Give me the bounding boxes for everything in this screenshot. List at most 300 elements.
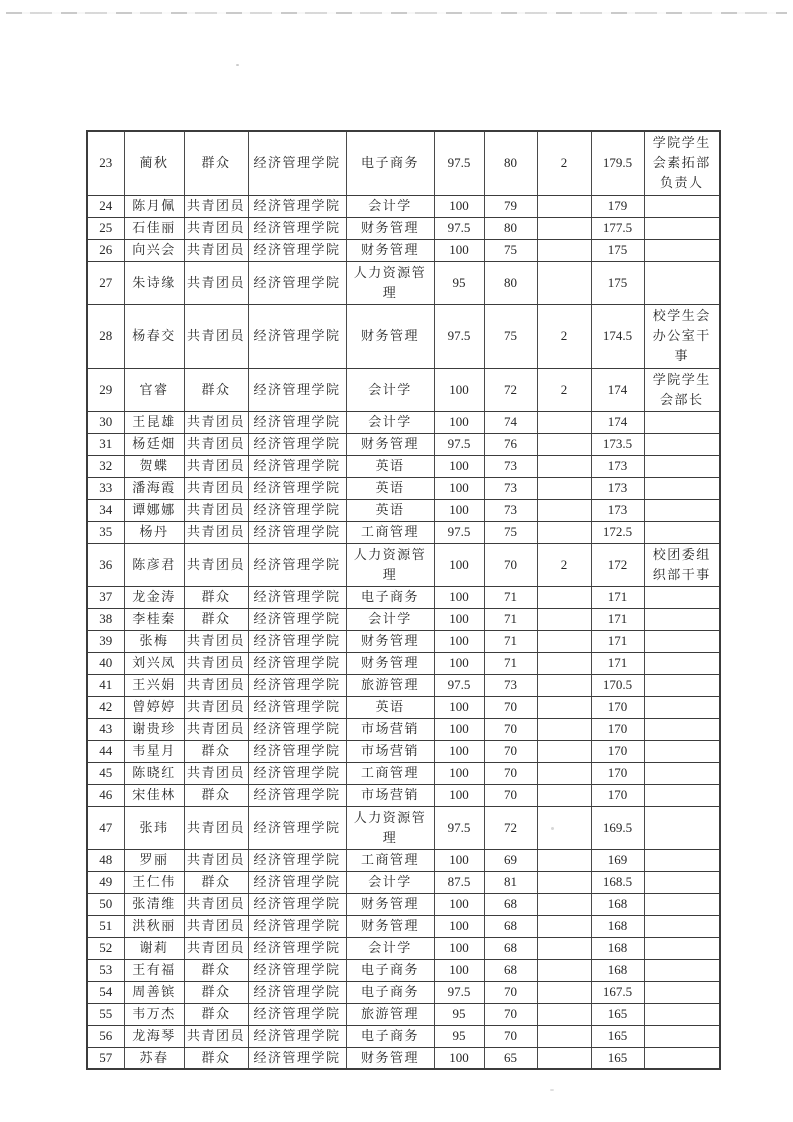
cell-name: 罗丽 xyxy=(124,849,184,871)
cell-score1: 97.5 xyxy=(434,674,484,696)
cell-major: 财务管理 xyxy=(346,630,434,652)
cell-score1: 97.5 xyxy=(434,131,484,195)
cell-status: 群众 xyxy=(184,871,248,893)
cell-college: 经济管理学院 xyxy=(248,915,346,937)
cell-major: 财务管理 xyxy=(346,1047,434,1069)
cell-no: 57 xyxy=(87,1047,124,1069)
cell-college: 经济管理学院 xyxy=(248,543,346,586)
cell-major: 市场营销 xyxy=(346,784,434,806)
cell-bonus xyxy=(537,740,591,762)
cell-name: 洪秋丽 xyxy=(124,915,184,937)
cell-status: 共青团员 xyxy=(184,261,248,304)
student-score-table xyxy=(86,130,721,1070)
table-row xyxy=(87,696,720,718)
table-row xyxy=(87,784,720,806)
cell-note xyxy=(644,959,720,981)
cell-no: 36 xyxy=(87,543,124,586)
cell-major: 财务管理 xyxy=(346,239,434,261)
cell-status: 共青团员 xyxy=(184,806,248,849)
cell-name: 韦万杰 xyxy=(124,1003,184,1025)
cell-no: 50 xyxy=(87,893,124,915)
cell-no: 32 xyxy=(87,455,124,477)
cell-college: 经济管理学院 xyxy=(248,871,346,893)
cell-no: 49 xyxy=(87,871,124,893)
cell-status: 群众 xyxy=(184,368,248,411)
table-row xyxy=(87,652,720,674)
cell-status: 群众 xyxy=(184,1047,248,1069)
cell-major: 财务管理 xyxy=(346,304,434,368)
cell-score2: 71 xyxy=(484,586,537,608)
cell-college: 经济管理学院 xyxy=(248,652,346,674)
cell-name: 龙海琴 xyxy=(124,1025,184,1047)
cell-total: 169.5 xyxy=(591,806,644,849)
cell-major: 电子商务 xyxy=(346,959,434,981)
cell-score2: 70 xyxy=(484,762,537,784)
cell-name: 贺蝶 xyxy=(124,455,184,477)
cell-total: 177.5 xyxy=(591,217,644,239)
cell-total: 173 xyxy=(591,455,644,477)
table-row xyxy=(87,893,720,915)
cell-name: 张清维 xyxy=(124,893,184,915)
cell-note xyxy=(644,608,720,630)
cell-name: 潘海霞 xyxy=(124,477,184,499)
cell-major: 电子商务 xyxy=(346,131,434,195)
cell-status: 共青团员 xyxy=(184,674,248,696)
cell-score2: 70 xyxy=(484,543,537,586)
cell-major: 电子商务 xyxy=(346,981,434,1003)
cell-bonus xyxy=(537,499,591,521)
cell-total: 170 xyxy=(591,784,644,806)
cell-status: 共青团员 xyxy=(184,937,248,959)
cell-no: 43 xyxy=(87,718,124,740)
table-row xyxy=(87,630,720,652)
cell-college: 经济管理学院 xyxy=(248,696,346,718)
table-row xyxy=(87,217,720,239)
cell-bonus xyxy=(537,893,591,915)
cell-bonus xyxy=(537,239,591,261)
cell-note xyxy=(644,762,720,784)
cell-total: 175 xyxy=(591,239,644,261)
table-row xyxy=(87,937,720,959)
cell-note xyxy=(644,499,720,521)
cell-score1: 97.5 xyxy=(434,981,484,1003)
cell-total: 170 xyxy=(591,740,644,762)
cell-bonus xyxy=(537,981,591,1003)
cell-bonus xyxy=(537,521,591,543)
cell-score2: 65 xyxy=(484,1047,537,1069)
cell-score1: 100 xyxy=(434,608,484,630)
cell-college: 经济管理学院 xyxy=(248,806,346,849)
cell-status: 共青团员 xyxy=(184,630,248,652)
cell-note xyxy=(644,1025,720,1047)
cell-total: 174 xyxy=(591,368,644,411)
cell-score1: 100 xyxy=(434,762,484,784)
cell-college: 经济管理学院 xyxy=(248,195,346,217)
cell-name: 张玮 xyxy=(124,806,184,849)
cell-no: 55 xyxy=(87,1003,124,1025)
cell-status: 共青团员 xyxy=(184,477,248,499)
cell-bonus xyxy=(537,261,591,304)
cell-no: 35 xyxy=(87,521,124,543)
cell-note xyxy=(644,477,720,499)
cell-score2: 74 xyxy=(484,411,537,433)
cell-bonus xyxy=(537,674,591,696)
cell-major: 旅游管理 xyxy=(346,1003,434,1025)
cell-score1: 100 xyxy=(434,718,484,740)
cell-name: 谢贵珍 xyxy=(124,718,184,740)
cell-total: 173 xyxy=(591,477,644,499)
cell-name: 石佳丽 xyxy=(124,217,184,239)
cell-status: 共青团员 xyxy=(184,499,248,521)
cell-major: 英语 xyxy=(346,696,434,718)
cell-no: 48 xyxy=(87,849,124,871)
cell-no: 42 xyxy=(87,696,124,718)
cell-no: 41 xyxy=(87,674,124,696)
cell-bonus xyxy=(537,433,591,455)
cell-score1: 95 xyxy=(434,261,484,304)
cell-note: 校学生会办公室干事 xyxy=(644,304,720,368)
table-row xyxy=(87,411,720,433)
cell-note: 校团委组织部干事 xyxy=(644,543,720,586)
cell-name: 谭娜娜 xyxy=(124,499,184,521)
cell-no: 28 xyxy=(87,304,124,368)
cell-college: 经济管理学院 xyxy=(248,217,346,239)
cell-college: 经济管理学院 xyxy=(248,477,346,499)
cell-score1: 100 xyxy=(434,543,484,586)
cell-bonus xyxy=(537,1025,591,1047)
cell-note xyxy=(644,981,720,1003)
cell-bonus xyxy=(537,937,591,959)
cell-total: 173.5 xyxy=(591,433,644,455)
cell-no: 24 xyxy=(87,195,124,217)
cell-score2: 80 xyxy=(484,261,537,304)
table-row xyxy=(87,959,720,981)
cell-major: 人力资源管理 xyxy=(346,543,434,586)
cell-status: 群众 xyxy=(184,608,248,630)
cell-note xyxy=(644,806,720,849)
cell-major: 会计学 xyxy=(346,411,434,433)
cell-no: 34 xyxy=(87,499,124,521)
cell-score1: 97.5 xyxy=(434,217,484,239)
cell-note xyxy=(644,849,720,871)
cell-bonus xyxy=(537,411,591,433)
cell-note xyxy=(644,217,720,239)
score-table-body xyxy=(87,131,720,1069)
cell-bonus: 2 xyxy=(537,543,591,586)
cell-score2: 75 xyxy=(484,304,537,368)
cell-total: 170.5 xyxy=(591,674,644,696)
cell-college: 经济管理学院 xyxy=(248,630,346,652)
cell-score1: 100 xyxy=(434,937,484,959)
cell-score2: 71 xyxy=(484,652,537,674)
cell-no: 29 xyxy=(87,368,124,411)
cell-no: 27 xyxy=(87,261,124,304)
table-row xyxy=(87,239,720,261)
cell-note xyxy=(644,455,720,477)
cell-note xyxy=(644,718,720,740)
cell-total: 170 xyxy=(591,696,644,718)
cell-college: 经济管理学院 xyxy=(248,1003,346,1025)
cell-status: 共青团员 xyxy=(184,1025,248,1047)
cell-score2: 71 xyxy=(484,608,537,630)
cell-total: 168.5 xyxy=(591,871,644,893)
cell-major: 财务管理 xyxy=(346,915,434,937)
table-row xyxy=(87,477,720,499)
cell-score1: 97.5 xyxy=(434,304,484,368)
cell-score1: 100 xyxy=(434,915,484,937)
cell-name: 曾婷婷 xyxy=(124,696,184,718)
cell-no: 56 xyxy=(87,1025,124,1047)
cell-score1: 95 xyxy=(434,1003,484,1025)
cell-score2: 70 xyxy=(484,718,537,740)
cell-note xyxy=(644,784,720,806)
cell-score2: 81 xyxy=(484,871,537,893)
table-row xyxy=(87,1003,720,1025)
cell-name: 周善镔 xyxy=(124,981,184,1003)
cell-major: 会计学 xyxy=(346,871,434,893)
cell-no: 23 xyxy=(87,131,124,195)
cell-score2: 70 xyxy=(484,1003,537,1025)
cell-bonus xyxy=(537,915,591,937)
cell-note: 学院学生会素拓部负责人 xyxy=(644,131,720,195)
cell-bonus xyxy=(537,762,591,784)
cell-note xyxy=(644,411,720,433)
cell-total: 172.5 xyxy=(591,521,644,543)
cell-note xyxy=(644,239,720,261)
cell-total: 171 xyxy=(591,652,644,674)
cell-name: 王有福 xyxy=(124,959,184,981)
scan-artifact-line xyxy=(6,12,787,14)
cell-college: 经济管理学院 xyxy=(248,784,346,806)
cell-bonus xyxy=(537,477,591,499)
cell-bonus: 2 xyxy=(537,131,591,195)
cell-major: 旅游管理 xyxy=(346,674,434,696)
cell-score1: 100 xyxy=(434,696,484,718)
cell-no: 51 xyxy=(87,915,124,937)
cell-college: 经济管理学院 xyxy=(248,718,346,740)
cell-major: 电子商务 xyxy=(346,1025,434,1047)
table-row xyxy=(87,849,720,871)
cell-name: 谢莉 xyxy=(124,937,184,959)
cell-college: 经济管理学院 xyxy=(248,674,346,696)
cell-score2: 70 xyxy=(484,1025,537,1047)
cell-bonus: 2 xyxy=(537,304,591,368)
cell-score2: 68 xyxy=(484,915,537,937)
cell-status: 共青团员 xyxy=(184,762,248,784)
cell-bonus xyxy=(537,195,591,217)
cell-name: 王兴娟 xyxy=(124,674,184,696)
cell-no: 30 xyxy=(87,411,124,433)
cell-major: 财务管理 xyxy=(346,893,434,915)
cell-college: 经济管理学院 xyxy=(248,1047,346,1069)
cell-name: 苏春 xyxy=(124,1047,184,1069)
cell-major: 电子商务 xyxy=(346,586,434,608)
cell-note xyxy=(644,674,720,696)
cell-name: 李桂秦 xyxy=(124,608,184,630)
cell-bonus xyxy=(537,630,591,652)
table-row xyxy=(87,740,720,762)
cell-score1: 97.5 xyxy=(434,433,484,455)
cell-score1: 100 xyxy=(434,499,484,521)
cell-major: 会计学 xyxy=(346,195,434,217)
cell-total: 165 xyxy=(591,1003,644,1025)
cell-bonus xyxy=(537,806,591,849)
cell-college: 经济管理学院 xyxy=(248,937,346,959)
cell-bonus xyxy=(537,696,591,718)
cell-status: 共青团员 xyxy=(184,652,248,674)
cell-total: 168 xyxy=(591,937,644,959)
table-row xyxy=(87,871,720,893)
table-row xyxy=(87,981,720,1003)
cell-name: 朱诗缘 xyxy=(124,261,184,304)
cell-major: 财务管理 xyxy=(346,217,434,239)
cell-no: 39 xyxy=(87,630,124,652)
cell-name: 陈月佩 xyxy=(124,195,184,217)
cell-college: 经济管理学院 xyxy=(248,608,346,630)
cell-major: 会计学 xyxy=(346,368,434,411)
cell-note xyxy=(644,521,720,543)
cell-bonus xyxy=(537,871,591,893)
cell-note: 学院学生会部长 xyxy=(644,368,720,411)
cell-no: 52 xyxy=(87,937,124,959)
cell-bonus xyxy=(537,959,591,981)
cell-major: 人力资源管理 xyxy=(346,806,434,849)
cell-total: 167.5 xyxy=(591,981,644,1003)
cell-status: 共青团员 xyxy=(184,217,248,239)
cell-score1: 100 xyxy=(434,239,484,261)
cell-status: 共青团员 xyxy=(184,718,248,740)
cell-score1: 100 xyxy=(434,849,484,871)
cell-total: 170 xyxy=(591,762,644,784)
cell-note xyxy=(644,652,720,674)
cell-note xyxy=(644,893,720,915)
cell-bonus: 2 xyxy=(537,368,591,411)
cell-score2: 68 xyxy=(484,893,537,915)
table-row xyxy=(87,131,720,195)
cell-score2: 70 xyxy=(484,784,537,806)
cell-note xyxy=(644,1003,720,1025)
cell-score1: 100 xyxy=(434,1047,484,1069)
cell-name: 杨丹 xyxy=(124,521,184,543)
scan-speck xyxy=(236,64,239,66)
cell-score1: 100 xyxy=(434,411,484,433)
cell-bonus xyxy=(537,608,591,630)
cell-total: 169 xyxy=(591,849,644,871)
cell-name: 宋佳林 xyxy=(124,784,184,806)
cell-note xyxy=(644,871,720,893)
cell-note xyxy=(644,586,720,608)
cell-name: 陈晓红 xyxy=(124,762,184,784)
cell-name: 韦星月 xyxy=(124,740,184,762)
cell-note xyxy=(644,740,720,762)
cell-total: 171 xyxy=(591,586,644,608)
cell-note xyxy=(644,1047,720,1069)
cell-total: 179.5 xyxy=(591,131,644,195)
cell-major: 英语 xyxy=(346,477,434,499)
table-row xyxy=(87,586,720,608)
cell-status: 共青团员 xyxy=(184,433,248,455)
cell-college: 经济管理学院 xyxy=(248,304,346,368)
cell-status: 共青团员 xyxy=(184,411,248,433)
cell-total: 165 xyxy=(591,1025,644,1047)
cell-score1: 100 xyxy=(434,740,484,762)
cell-score2: 72 xyxy=(484,368,537,411)
cell-score2: 80 xyxy=(484,217,537,239)
cell-college: 经济管理学院 xyxy=(248,586,346,608)
cell-status: 共青团员 xyxy=(184,696,248,718)
cell-score2: 70 xyxy=(484,696,537,718)
cell-status: 群众 xyxy=(184,1003,248,1025)
cell-score2: 71 xyxy=(484,630,537,652)
cell-bonus xyxy=(537,586,591,608)
cell-no: 26 xyxy=(87,239,124,261)
table-row xyxy=(87,455,720,477)
cell-college: 经济管理学院 xyxy=(248,849,346,871)
cell-total: 172 xyxy=(591,543,644,586)
cell-major: 市场营销 xyxy=(346,740,434,762)
cell-no: 38 xyxy=(87,608,124,630)
cell-status: 群众 xyxy=(184,981,248,1003)
cell-major: 工商管理 xyxy=(346,762,434,784)
cell-score1: 100 xyxy=(434,477,484,499)
cell-college: 经济管理学院 xyxy=(248,239,346,261)
cell-score1: 100 xyxy=(434,368,484,411)
cell-score1: 97.5 xyxy=(434,521,484,543)
cell-college: 经济管理学院 xyxy=(248,455,346,477)
cell-major: 英语 xyxy=(346,499,434,521)
cell-score1: 100 xyxy=(434,652,484,674)
cell-status: 群众 xyxy=(184,784,248,806)
cell-score2: 69 xyxy=(484,849,537,871)
cell-college: 经济管理学院 xyxy=(248,368,346,411)
cell-score2: 80 xyxy=(484,131,537,195)
cell-score2: 68 xyxy=(484,937,537,959)
cell-college: 经济管理学院 xyxy=(248,981,346,1003)
cell-no: 47 xyxy=(87,806,124,849)
cell-total: 168 xyxy=(591,959,644,981)
cell-total: 173 xyxy=(591,499,644,521)
cell-score2: 70 xyxy=(484,740,537,762)
cell-no: 45 xyxy=(87,762,124,784)
cell-note xyxy=(644,915,720,937)
cell-score2: 75 xyxy=(484,521,537,543)
cell-bonus xyxy=(537,455,591,477)
cell-status: 群众 xyxy=(184,586,248,608)
cell-score1: 100 xyxy=(434,784,484,806)
cell-note xyxy=(644,261,720,304)
cell-bonus xyxy=(537,1047,591,1069)
cell-score1: 100 xyxy=(434,586,484,608)
cell-note xyxy=(644,937,720,959)
cell-total: 175 xyxy=(591,261,644,304)
cell-status: 共青团员 xyxy=(184,239,248,261)
table-row xyxy=(87,521,720,543)
cell-bonus xyxy=(537,718,591,740)
cell-major: 会计学 xyxy=(346,937,434,959)
table-row xyxy=(87,1047,720,1069)
cell-no: 44 xyxy=(87,740,124,762)
cell-status: 群众 xyxy=(184,131,248,195)
cell-total: 174.5 xyxy=(591,304,644,368)
cell-name: 张梅 xyxy=(124,630,184,652)
cell-name: 陈彦君 xyxy=(124,543,184,586)
cell-score2: 79 xyxy=(484,195,537,217)
cell-total: 179 xyxy=(591,195,644,217)
cell-name: 官睿 xyxy=(124,368,184,411)
cell-note xyxy=(644,696,720,718)
cell-score2: 73 xyxy=(484,477,537,499)
cell-major: 人力资源管理 xyxy=(346,261,434,304)
